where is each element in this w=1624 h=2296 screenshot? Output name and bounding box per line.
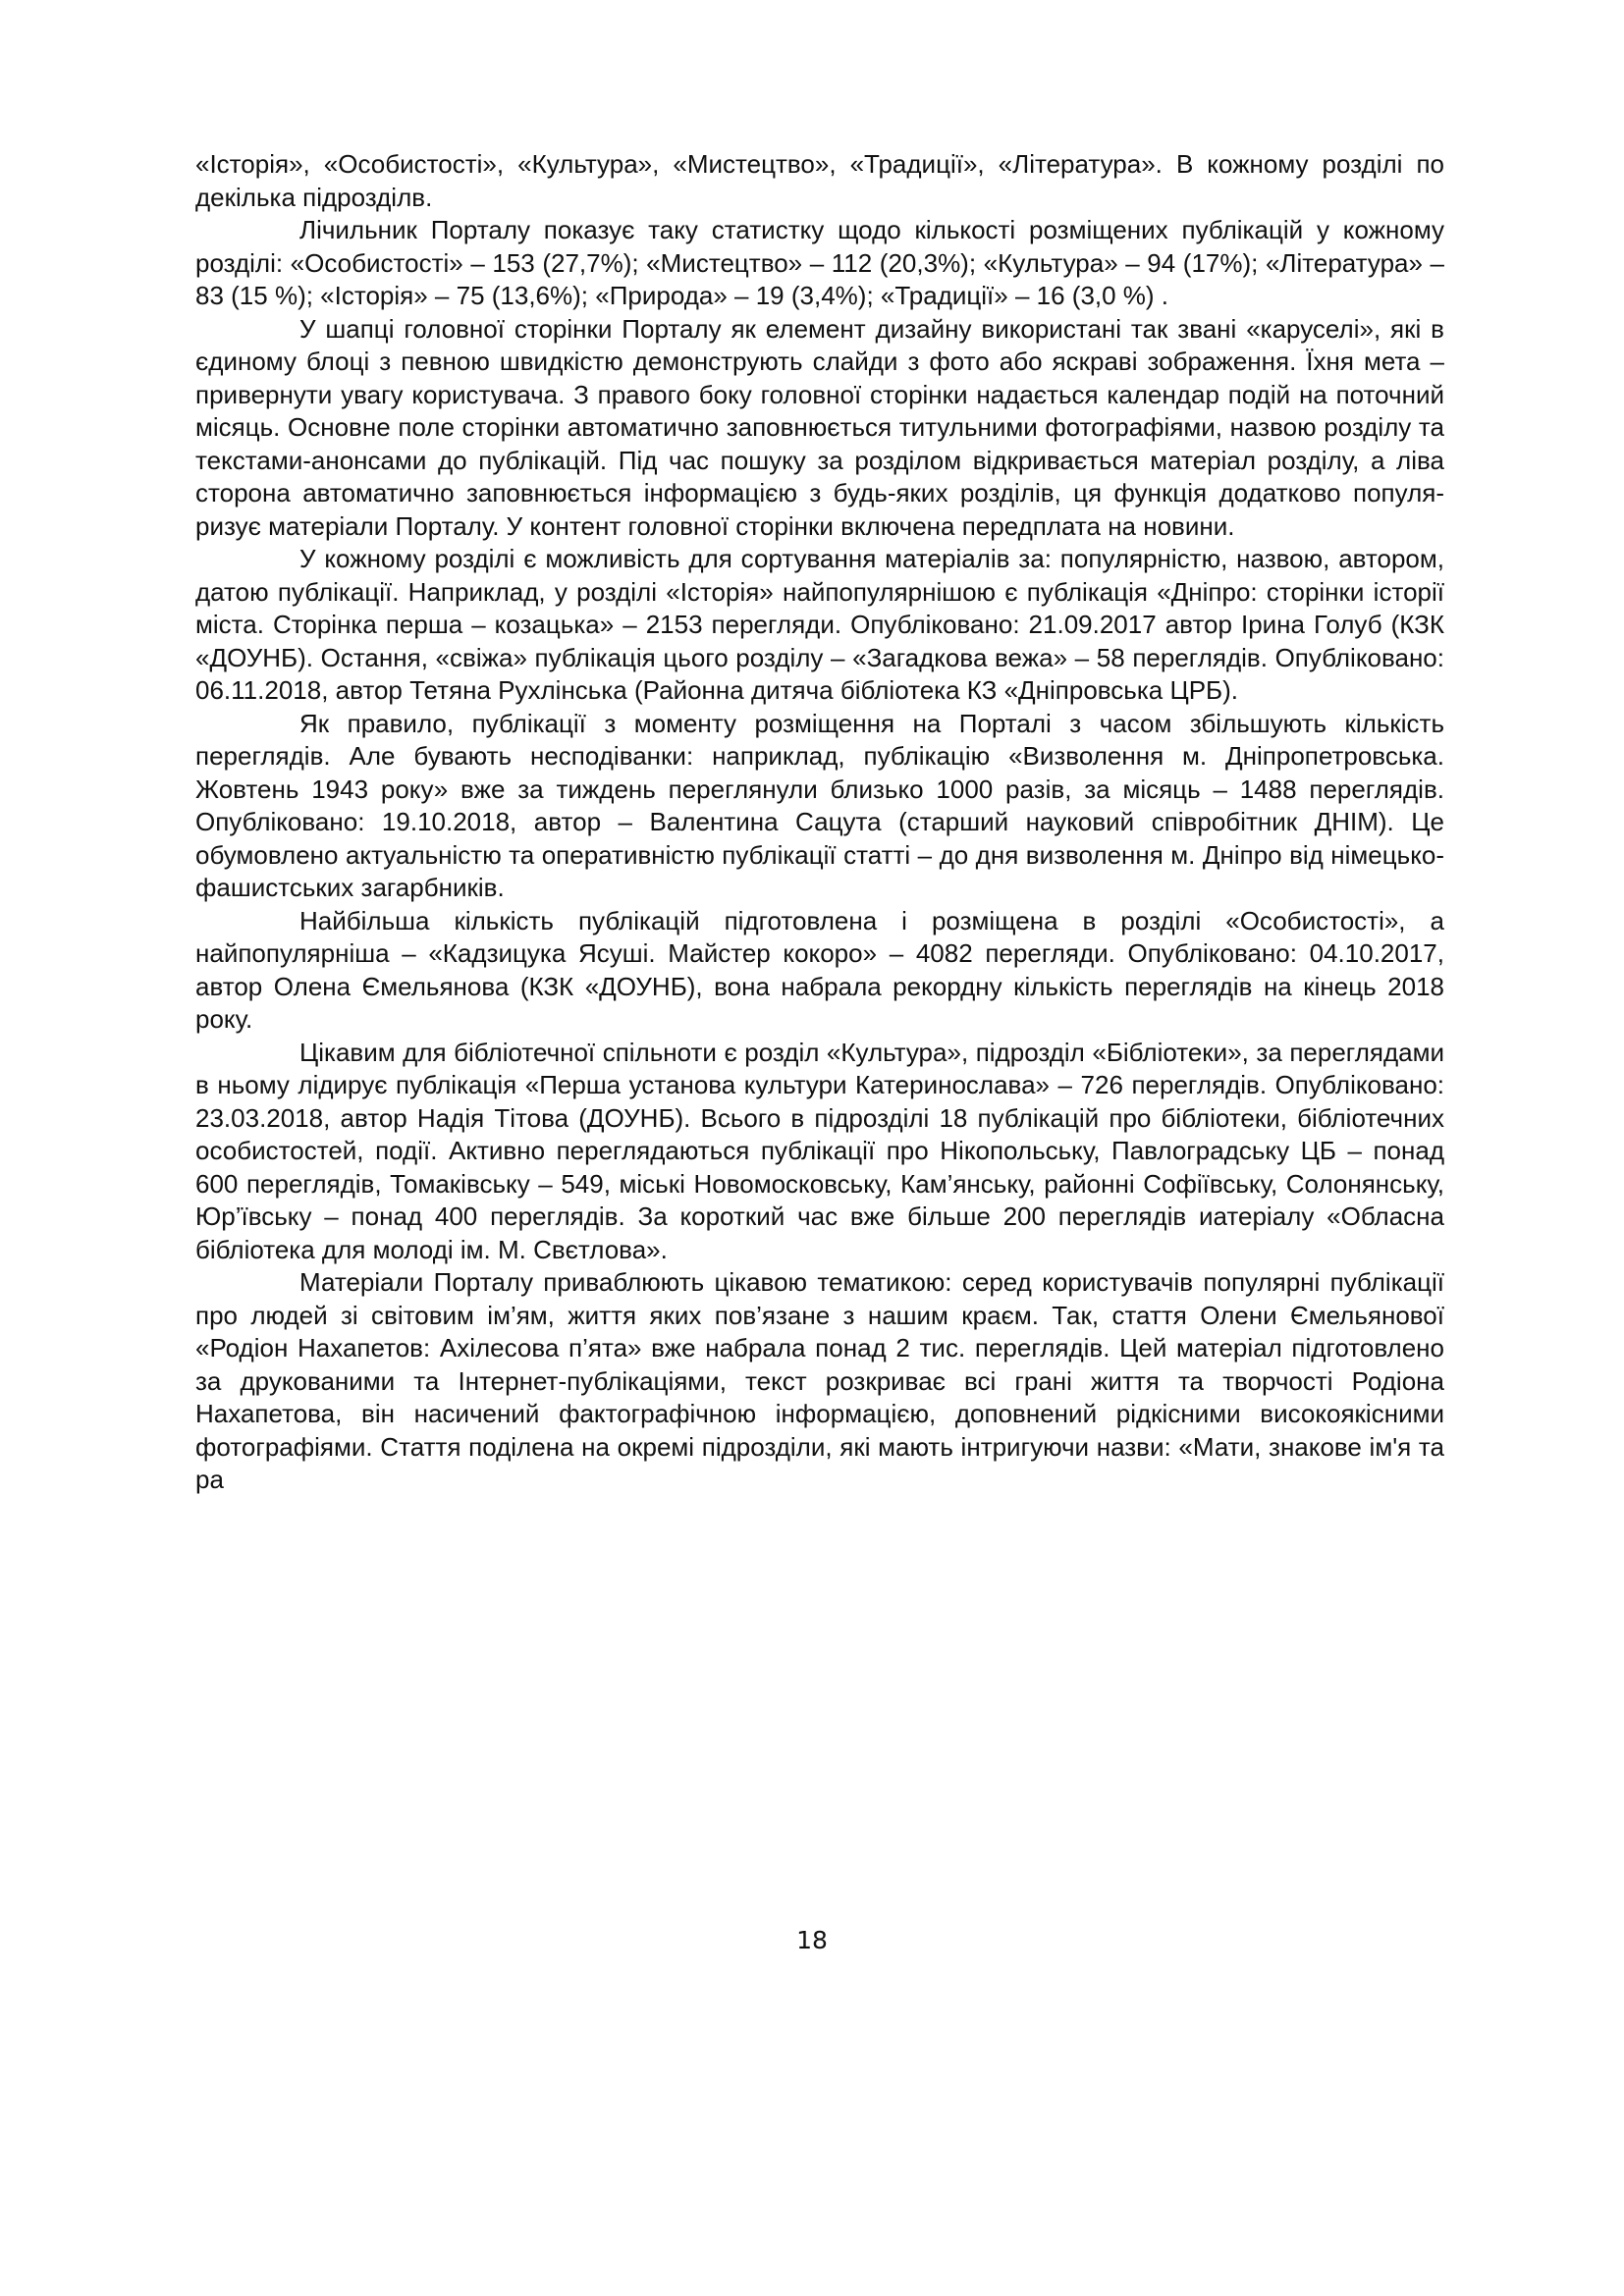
body-text xyxy=(195,148,1444,1497)
paragraph-sorting: У кожному розділі є можливість для сортування матеріалів за: популярністю, назвою, автором, датою публікації. Наприклад, у розділі «Історія» найпопулярнішою є публікація «Дніпро: сторінки історії міста. Сторінка перша – козацька» – 2153 перегляди. Опубліковано: 21.09.2017 автор Ірина Голуб (КЗК «ДОУНБ). Остання, «свіжа» публікація цього розділу – «Загадкова вежа» – 58 переглядів. Опубліковано: 06.11.2018, автор Тетяна Рухлінська (Районна дитяча бібліотека КЗ «Дніпровська ЦРБ). xyxy=(195,544,1444,705)
page-number: 18 xyxy=(796,1926,828,1954)
paragraph-sections-list: «Історія», «Особистості», «Культура», «Мистецтво», «Традиції», «Література». В кожному розділі по декілька підрозділв. xyxy=(195,149,1444,212)
paragraph-libraries: Цікавим для бібліотечної спільноти є розділ «Культура», підрозділ «Бібліотеки», за переглядами в ньому лідирує публікація «Перша установа культури Катеринослава» – 726 переглядів. Опубліковано: 23.03.2018, автор Надія Тітова (ДОУНБ). Всього в підрозділі 18 публікацій про бібліотеки, бібліотечних особистостей, події. Активно переглядаються публікації про Нікопольську, Павлоградську ЦБ – понад 600 переглядів, Томаківську – 549, міські Новомосковську, Кам’янську, районні Софіївську, Солонянську, Юр’ївську – понад 400 переглядів. За короткий час вже більше 200 переглядів иатеріалу «Обласна бібліотека для молоді ім. М. Свєтлова». xyxy=(195,1037,1444,1264)
paragraph-portal-materials: Матеріали Порталу приваблюють цікавою тематикою: серед користувачів популярні публікації про людей зі світовим ім’ям, життя яких пов’язане з нашим краєм. Так, стаття Олени Ємельянової «Родіон Нахапетов: Ахілесова п’ята» вже набрала понад 2 тис. переглядів. Цей матеріал підготовлено за друкованими та Інтернет-публікаціями, текст розкриває всі грані життя та творчості Родіона Нахапетова, він насичений фактографічною інформацією, доповнений рідкісними високоякісними фотографіями. Стаття поділена на окремі підрозділи, які мають інтригуючи назви: «Мати, знакове ім'я та ра xyxy=(195,1267,1444,1494)
paragraph-homepage-design: У шапці головної сторінки Порталу як елемент дизайну використані так звані «каруселі», які в єдиному блоці з певною швидкістю демонструють слайди з фото або яскраві зображення. Їхня мета – привернути увагу користувача. З правого боку головної сторінки надається календар подій на поточний місяць. Основне поле сторінки автоматично заповнюється титульними фотографіями, назвою розділу та текстами-анонсами до публікацій. Під час пошуку за розділом відкривається матеріал розділу, а ліва сторона автоматично заповнюється інформацією з будь-яких розділів, ця функція додатково популяризує матеріали Порталу. У контент головної сторінки включена передплата на новини. xyxy=(195,313,1444,541)
paragraph-views-growth: Як правило, публікації з моменту розміщення на Порталі з часом збільшують кількість переглядів. Але бувають несподіванки: наприклад, публікацію «Визволення м. Дніпропетровська. Жовтень 1943 року» вже за тиждень переглянули близько 1000 разів, за місяць – 1488 переглядів. Опубліковано: 19.10.2018, автор – Валентина Сацута (старший науковий співробітник ДНІМ). Це обумовлено актуальністю та оперативністю публікації статті – до дня визволення м. Дніпро від німецько-фашистських загарбників. xyxy=(195,708,1444,902)
paragraph-personalities: Найбільша кількість публікацій підготовлена і розміщена в розділі «Особистості», а найпопулярніша – «Кадзицука Ясуші. Майстер кокоро» – 4082 перегляди. Опубліковано: 04.10.2017, автор Олена Ємельянова (КЗК «ДОУНБ), вона набрала рекордну кількість переглядів на кінець 2018 року. xyxy=(195,905,1444,1034)
paragraph-statistics: Лічильник Порталу показує таку статистку щодо кількості розміщених публікацій у кожному розділі: «Особистості» – 153 (27,7%); «Мистецтво» – 112 (20,3%); «Культура» – 94 (17%); «Література» – 83 (15 %); «Історія» – 75 (13,6%); «Природа» – 19 (3,4%); «Традиції» – 16 (3,0 %) . xyxy=(195,215,1444,310)
